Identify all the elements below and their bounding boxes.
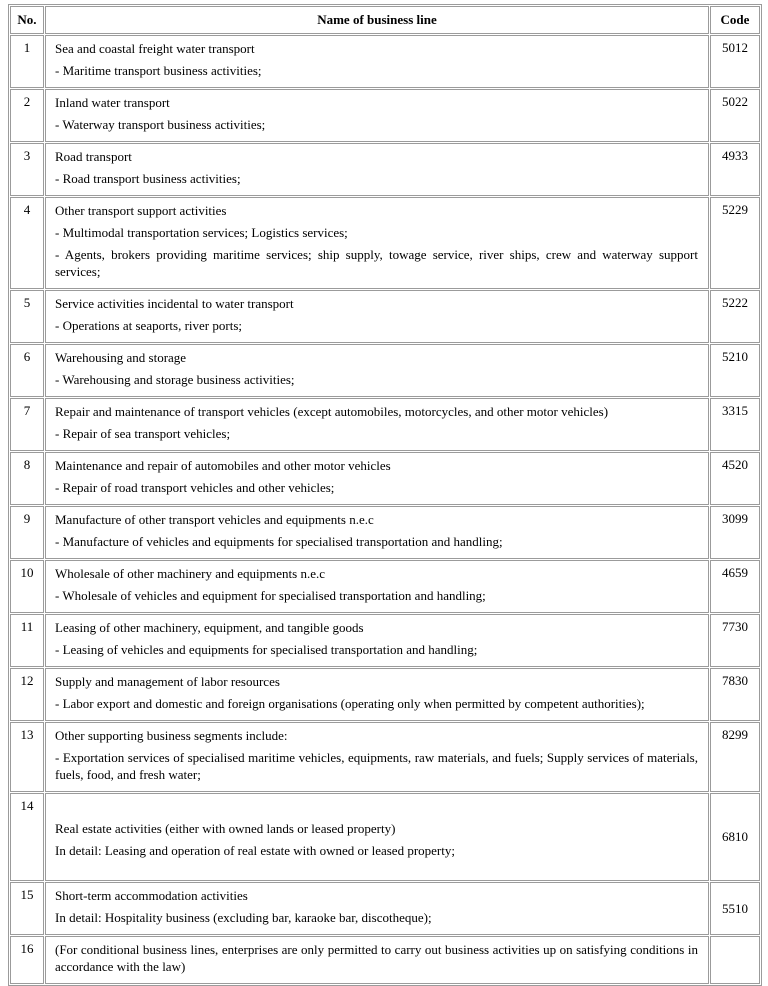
business-line-cell (45, 936, 709, 984)
business-line-text: - Leasing of vehicles and equipments for specialised transportation and handling; (55, 642, 478, 657)
business-line-cell (45, 614, 709, 667)
business-line-text: - Operations at seaports, river ports; (55, 318, 243, 333)
business-line-text: Road transport (55, 149, 132, 164)
business-line-text: - Maritime transport business activities; (55, 63, 262, 78)
business-line-text: - Labor export and domestic and foreign organisations (operating only when permitted by competent authorities); (55, 696, 645, 711)
code-cell: 8299 (710, 722, 760, 792)
code-cell: 5210 (710, 344, 760, 397)
code-cell: 3315 (710, 398, 760, 451)
business-lines-table (8, 4, 762, 986)
row-number-cell: 1 (10, 35, 44, 88)
row-number-cell: 12 (10, 668, 44, 721)
row-number-cell: 16 (10, 936, 44, 984)
table-row (10, 722, 760, 792)
col-header-code: Code (710, 6, 760, 34)
business-line-text: Manufacture of other transport vehicles and equipments n.e.c (55, 512, 374, 527)
business-line-text: Short-term accommodation activities (55, 888, 248, 903)
table-row (10, 882, 760, 935)
row-number-cell: 9 (10, 506, 44, 559)
row-number-cell: 5 (10, 290, 44, 343)
table-row (10, 143, 760, 196)
code-cell (710, 936, 760, 984)
table-row (10, 506, 760, 559)
business-line-text: - Repair of sea transport vehicles; (55, 426, 231, 441)
business-line-cell (45, 560, 709, 613)
business-line-text: In detail: Hospitality business (excluding bar, karaoke bar, discotheque); (55, 910, 432, 925)
business-line-text: Real estate activities (either with owned lands or leased property) (55, 821, 396, 836)
business-line-text: - Warehousing and storage business activities; (55, 372, 295, 387)
code-cell: 4520 (710, 452, 760, 505)
col-header-no: No. (10, 6, 44, 34)
code-cell: 5012 (710, 35, 760, 88)
code-cell: 7730 (710, 614, 760, 667)
business-line-text: Repair and maintenance of transport vehicles (except automobiles, motorcycles, and other motor vehicles) (55, 404, 609, 419)
row-number-cell: 6 (10, 344, 44, 397)
business-line-text: Service activities incidental to water transport (55, 296, 294, 311)
business-line-cell (45, 452, 709, 505)
business-line-cell (45, 793, 709, 881)
business-line-text: - Repair of road transport vehicles and other vehicles; (55, 480, 335, 495)
business-line-cell (45, 197, 709, 289)
row-number-cell: 14 (10, 793, 44, 881)
business-line-cell (45, 506, 709, 559)
row-number-cell: 2 (10, 89, 44, 142)
code-cell: 4933 (710, 143, 760, 196)
code-cell: 5229 (710, 197, 760, 289)
table-row (10, 398, 760, 451)
table-row (10, 936, 760, 984)
business-line-text (55, 798, 698, 815)
business-line-cell (45, 344, 709, 397)
row-number-cell: 3 (10, 143, 44, 196)
business-line-text: In detail: Leasing and operation of real estate with owned or leased property; (55, 843, 455, 858)
business-line-text: Inland water transport (55, 95, 170, 110)
business-line-cell (45, 882, 709, 935)
table-row (10, 560, 760, 613)
business-line-cell (45, 35, 709, 88)
business-line-text: - Agents, brokers providing maritime services; ship supply, towage service, river ships, crew and waterway support services; (55, 247, 698, 279)
code-cell: 6810 (710, 793, 760, 881)
table-row (10, 452, 760, 505)
business-line-text: - Road transport business activities; (55, 171, 241, 186)
business-line-cell (45, 668, 709, 721)
table-row (10, 290, 760, 343)
table-body (10, 35, 760, 984)
business-line-cell (45, 398, 709, 451)
col-header-name: Name of business line (45, 6, 709, 34)
business-line-text: Other supporting business segments include: (55, 728, 288, 743)
table-row (10, 197, 760, 289)
table-row (10, 668, 760, 721)
business-line-text: Leasing of other machinery, equipment, and tangible goods (55, 620, 364, 635)
row-number-cell: 8 (10, 452, 44, 505)
business-line-text: Wholesale of other machinery and equipments n.e.c (55, 566, 326, 581)
business-line-text: Sea and coastal freight water transport (55, 41, 255, 56)
code-cell: 4659 (710, 560, 760, 613)
business-line-text: - Multimodal transportation services; Logistics services; (55, 225, 348, 240)
business-line-text: - Wholesale of vehicles and equipment for specialised transportation and handling; (55, 588, 486, 603)
business-line-text: - Exportation services of specialised maritime vehicles, equipments, raw materials, and fuels; Supply services of materials, fuels, food, and fresh water; (55, 750, 698, 782)
code-cell: 5510 (710, 882, 760, 935)
row-number-cell: 15 (10, 882, 44, 935)
row-number-cell: 13 (10, 722, 44, 792)
code-cell: 7830 (710, 668, 760, 721)
row-number-cell: 11 (10, 614, 44, 667)
table-row (10, 614, 760, 667)
code-cell: 5222 (710, 290, 760, 343)
business-line-cell (45, 722, 709, 792)
header-row (10, 6, 760, 34)
table-row (10, 793, 760, 881)
business-line-text: - Waterway transport business activities; (55, 117, 266, 132)
table-header (10, 6, 760, 34)
table-row (10, 344, 760, 397)
table-row (10, 35, 760, 88)
row-number-cell: 4 (10, 197, 44, 289)
code-cell: 3099 (710, 506, 760, 559)
business-line-text: Warehousing and storage (55, 350, 187, 365)
business-line-text: Supply and management of labor resources (55, 674, 280, 689)
business-line-text: - Manufacture of vehicles and equipments for specialised transportation and handling; (55, 534, 503, 549)
business-line-cell (45, 290, 709, 343)
business-line-cell (45, 143, 709, 196)
row-number-cell: 10 (10, 560, 44, 613)
row-number-cell: 7 (10, 398, 44, 451)
code-cell: 5022 (710, 89, 760, 142)
business-line-cell (45, 89, 709, 142)
table-row (10, 89, 760, 142)
business-line-text: (For conditional business lines, enterprises are only permitted to carry out business activities up on satisfying conditions in accordance with the law) (55, 942, 698, 974)
business-line-text: Other transport support activities (55, 203, 227, 218)
business-line-text: Maintenance and repair of automobiles and other motor vehicles (55, 458, 391, 473)
